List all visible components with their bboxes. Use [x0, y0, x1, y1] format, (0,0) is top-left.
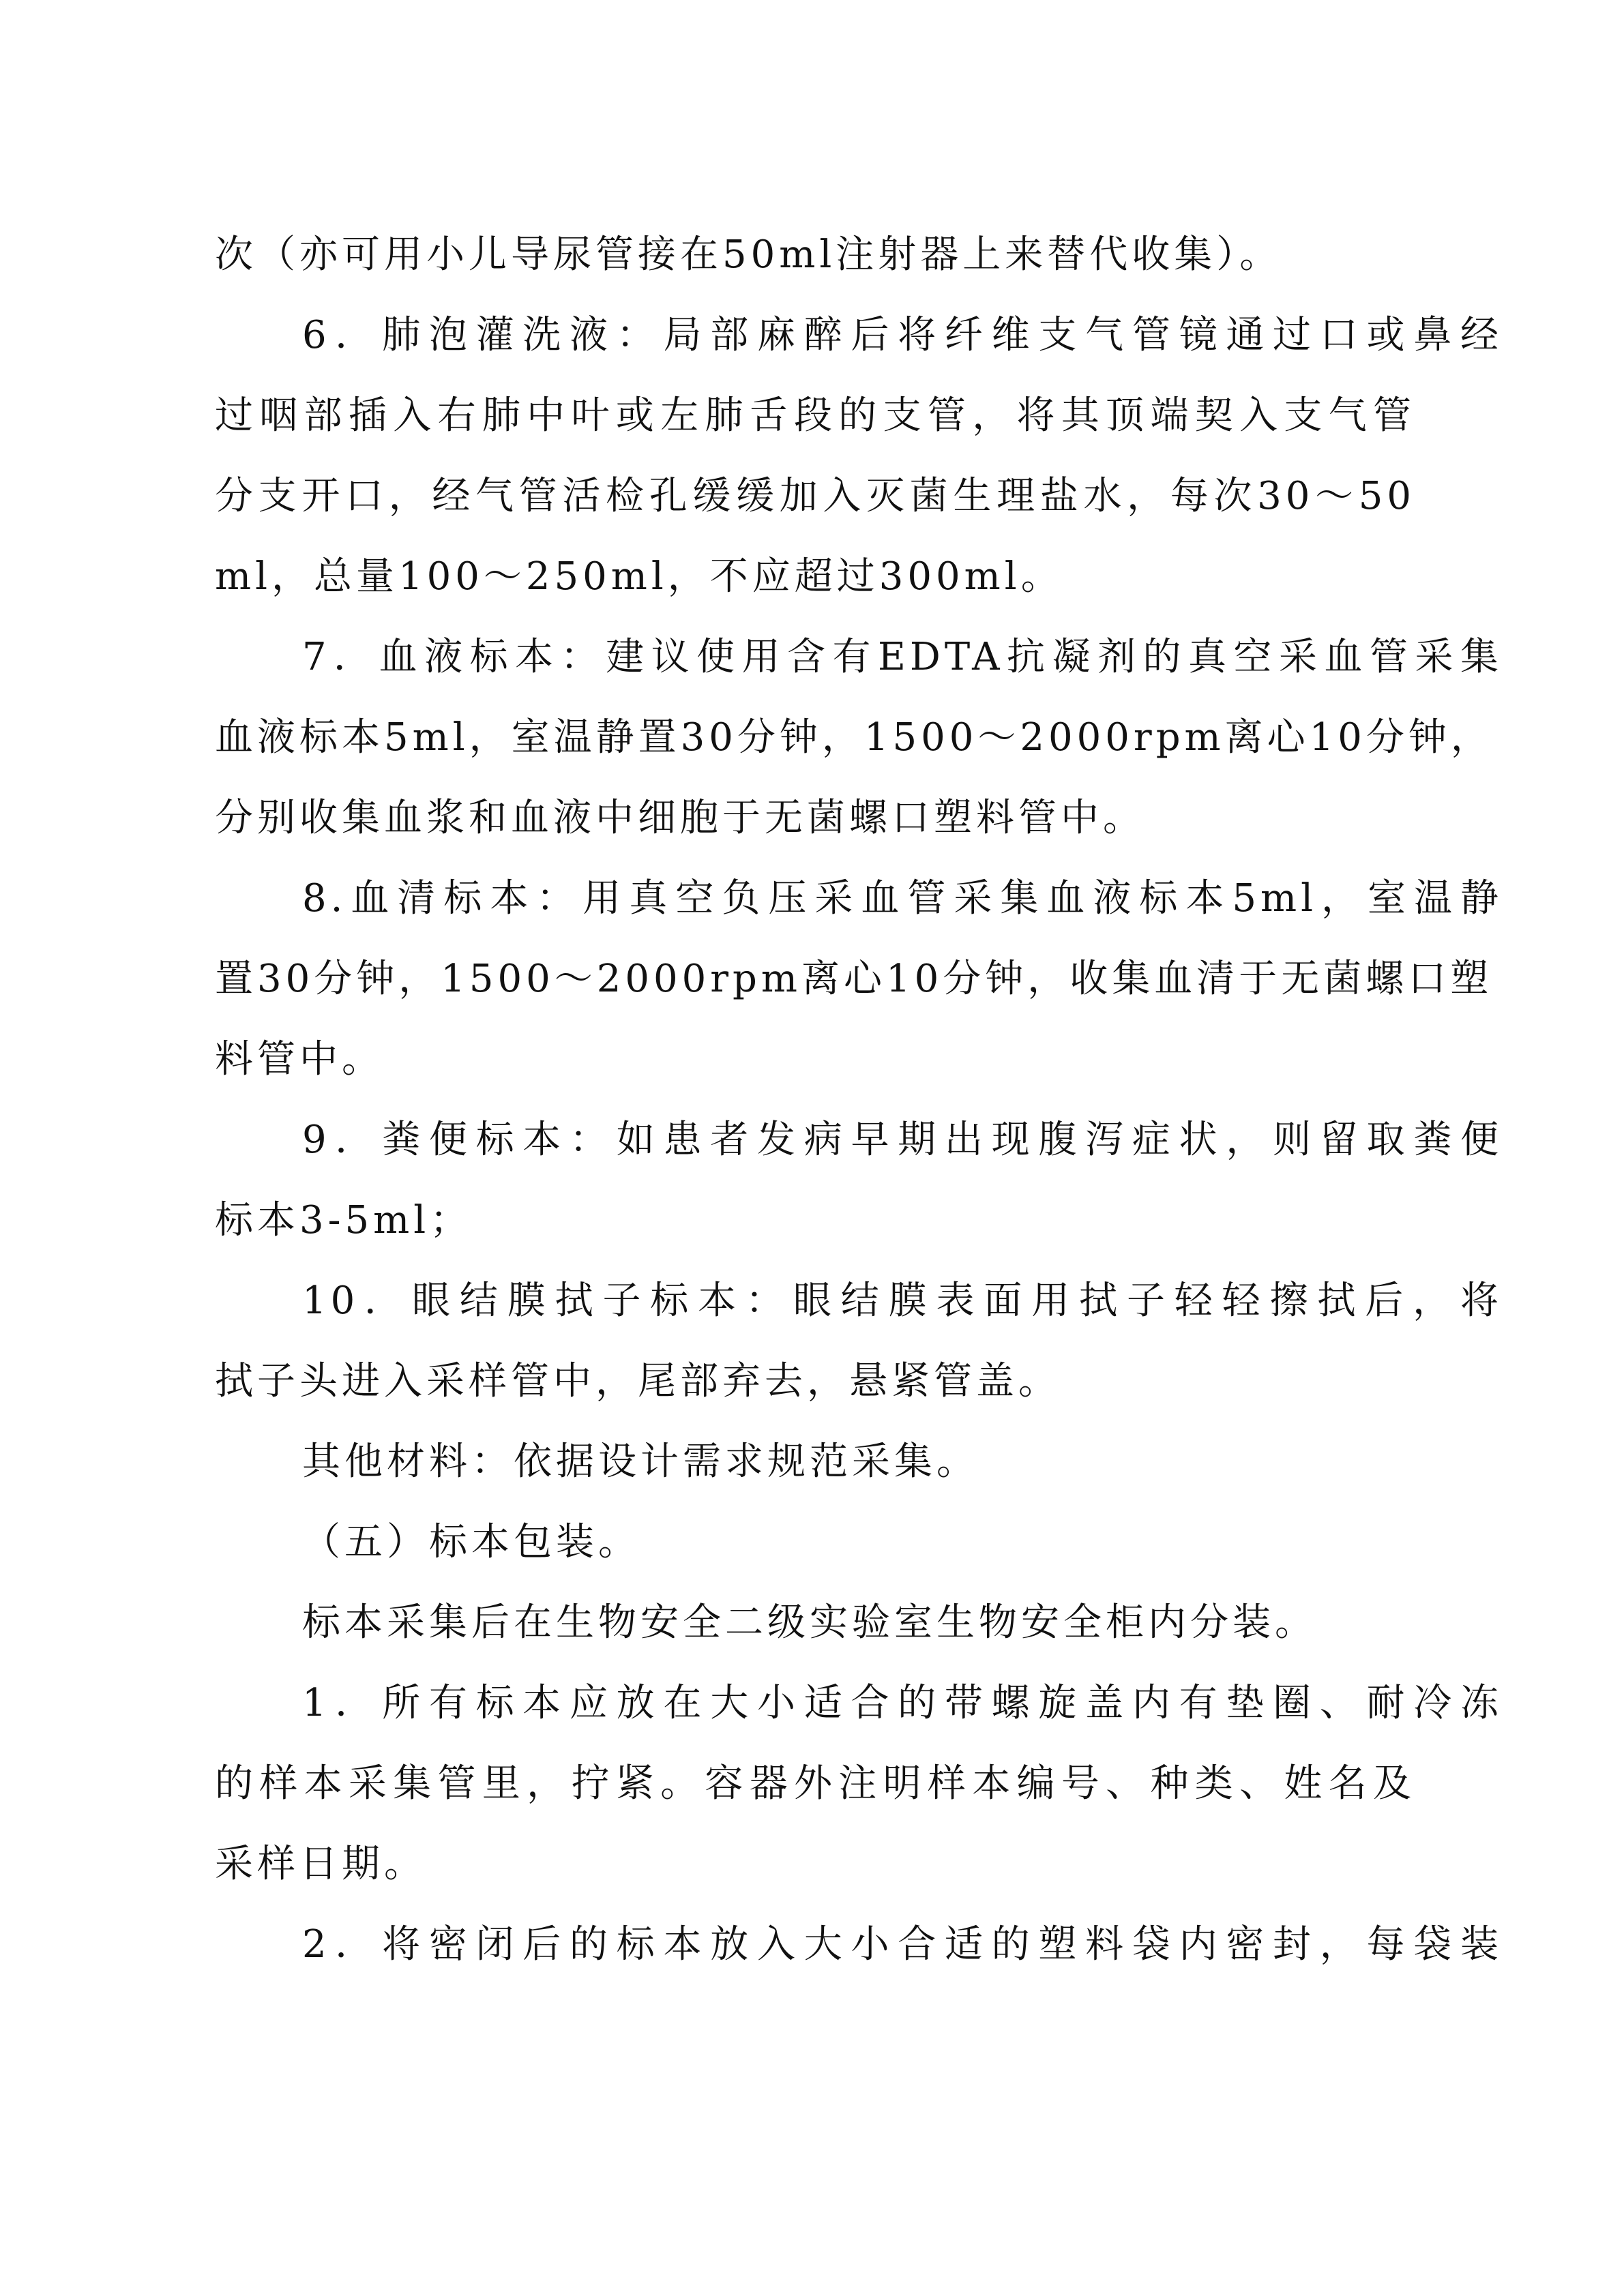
text-line: 6．肺泡灌洗液：局部麻醉后将纤维支气管镜通过口或鼻经 [302, 313, 1503, 357]
text-line: 分支开口，经气管活检孔缓缓加入灭菌生理盐水，每次30～50 [215, 474, 1415, 518]
text-line: 8.血清标本：用真空负压采血管采集血液标本5ml，室温静 [302, 876, 1503, 921]
text-line: 其他材料：依据设计需求规范采集。 [302, 1440, 979, 1484]
text-line: ml，总量100～250ml，不应超过300ml。 [215, 554, 1063, 599]
text-line: 采样日期。 [215, 1842, 426, 1886]
text-line: 7．血液标本：建议使用含有EDTA抗凝剂的真空采血管采集 [302, 635, 1503, 679]
text-line: 2．将密闭后的标本放入大小合适的塑料袋内密封，每袋装 [302, 1922, 1503, 1967]
text-line: 置30分钟，1500～2000rpm离心10分钟，收集血清于无菌螺口塑 [215, 957, 1493, 1001]
text-line: 9．粪便标本：如患者发病早期出现腹泻症状，则留取粪便 [302, 1118, 1503, 1162]
section-heading: （五）标本包装。 [302, 1520, 640, 1564]
text-line: 标本采集后在生物安全二级实验室生物安全柜内分装。 [302, 1600, 1317, 1645]
text-line: 标本3-5ml； [215, 1198, 473, 1242]
text-line: 分别收集血浆和血液中细胞于无菌螺口塑料管中。 [215, 796, 1145, 840]
text-line: 料管中。 [215, 1037, 384, 1082]
text-line: 血液标本5ml，室温静置30分钟，1500～2000rpm离心10分钟， [215, 715, 1493, 760]
document-body [215, 215, 1503, 1985]
text-line: 次（亦可用小儿导尿管接在50ml注射器上来替代收集）。 [215, 233, 1282, 277]
text-line: 过咽部插入右肺中叶或左肺舌段的支管，将其顶端契入支气管 [215, 393, 1415, 438]
text-line: 的样本采集管里，拧紧。容器外注明样本编号、种类、姓名及 [215, 1761, 1415, 1806]
text-line: 10．眼结膜拭子标本：眼结膜表面用拭子轻轻擦拭后，将 [302, 1279, 1503, 1323]
text-line: 拭子头进入采样管中，尾部弃去，悬紧管盖。 [215, 1359, 1061, 1403]
text-line: 1．所有标本应放在大小适合的带螺旋盖内有垫圈、耐冷冻 [302, 1681, 1503, 1725]
